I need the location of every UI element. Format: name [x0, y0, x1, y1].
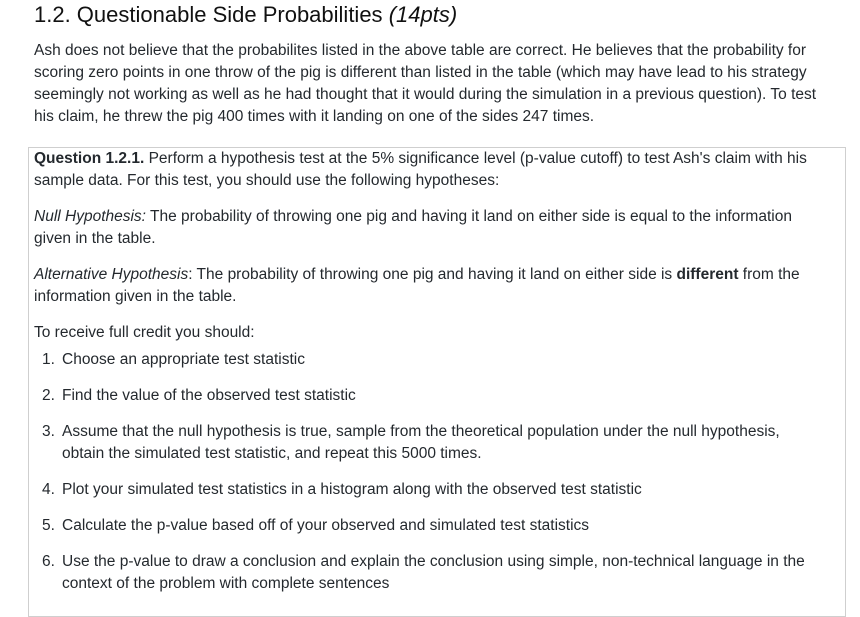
list-item	[34, 479, 824, 501]
points-label: (14pts)	[388, 2, 458, 27]
step-text: Choose an appropriate test statistic	[62, 351, 305, 368]
question-cell	[28, 147, 846, 617]
step-text: Find the value of the observed test statistic	[62, 387, 356, 404]
list-item	[34, 349, 824, 371]
steps-list	[34, 349, 824, 609]
section-heading	[34, 2, 457, 28]
list-item	[34, 421, 824, 465]
alternative-hypothesis-text-end: from the information given in the table.	[34, 266, 800, 305]
step-text: Calculate the p-value based off of your observed and simulated test statistics	[62, 517, 590, 534]
null-hypothesis-label: Null Hypothesis:	[34, 208, 146, 225]
step-number: 2.	[42, 387, 55, 404]
list-item	[34, 385, 824, 407]
question-prompt	[34, 148, 824, 192]
null-hypothesis-text: The probability of throwing one pig and having it land on either side is equal to the information given in the table.	[34, 208, 792, 247]
credit-intro: To receive full credit you should:	[34, 324, 255, 341]
alternative-hypothesis-label: Alternative Hypothesis	[34, 266, 189, 283]
step-number: 4.	[42, 481, 55, 498]
step-text: Assume that the null hypothesis is true, sample from the theoretical population under the null hypothesis, obtain the simulated test statistic, and repeat this 5000 times.	[62, 423, 780, 462]
step-number: 1.	[42, 351, 55, 368]
null-hypothesis	[34, 206, 824, 250]
question-text: Perform a hypothesis test at the 5% significance level (p-value cutoff) to test Ash's claim with his sample data. For this test, you should use the following hypotheses:	[34, 150, 807, 189]
step-number: 5.	[42, 517, 55, 534]
step-number: 6.	[42, 553, 55, 570]
list-item	[34, 515, 824, 537]
question-label: Question 1.2.1.	[34, 150, 145, 167]
alternative-hypothesis-emphasis: different	[676, 266, 739, 283]
alternative-hypothesis-text: : The probability of throwing one pig and having it land on either side is	[188, 266, 677, 283]
step-text: Use the p-value to draw a conclusion and explain the conclusion using simple, non-technical language in the context of the problem with complete sentences	[62, 553, 805, 592]
step-text: Plot your simulated test statistics in a histogram along with the observed test statistic	[62, 481, 642, 498]
section-title: 1.2. Questionable Side Probabilities	[34, 2, 383, 27]
alternative-hypothesis	[34, 264, 824, 308]
step-number: 3.	[42, 423, 55, 440]
list-item	[34, 551, 824, 595]
intro-paragraph: Ash does not believe that the probabilites listed in the above table are correct. He believes that the probability for scoring zero points in one throw of the pig is different than listed in the table (which may have lead to his strategy seemingly not working as well as he had thought that it would during the simulation in a previous question). To test his claim, he threw the pig 400 times with it landing on one of the sides 247 times.	[34, 42, 817, 125]
